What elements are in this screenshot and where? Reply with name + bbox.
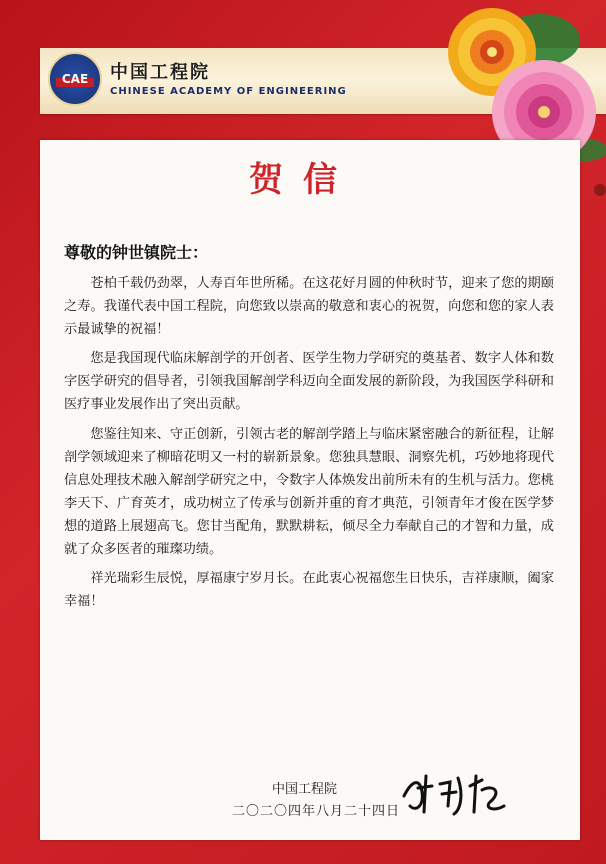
org-name-english: CHINESE ACADEMY OF ENGINEERING — [110, 86, 347, 97]
paragraph-3: 您鉴往知来、守正创新，引领古老的解剖学踏上与临床紧密融合的新征程，让解剖学领域迎来了柳暗花明又一村的崭新景象。您独具慧眼、洞察先机，巧妙地将现代信息处理技术融入解剖学研究之中，令数字人体焕发出前所未有的生机与活力。您桃李天下、广育英才，成功树立了传承与创新并重的育才典范，引领青年才俊在医学梦想的道路上展翅高飞。您甘当配角，默默耕耘，倾尽全力奉献自己的才智和力量，成就了众多医者的璀璨功绩。 — [64, 426, 554, 558]
signature-organization: 中国工程院 — [272, 782, 338, 797]
cae-logo — [48, 52, 102, 106]
letter-body — [64, 272, 554, 613]
paragraph-1: 苍柏千载仍劲翠，人寿百年世所稀。在这花好月圆的仲秋时节，迎来了您的期颐之寿。我谨代表中国工程院，向您致以崇高的敬意和衷心的祝贺，向您和您的家人表示最诚挚的祝福！ — [64, 276, 554, 338]
signature-date: 二〇二〇四年八月二十四日 — [232, 804, 401, 819]
salutation: 尊敬的钟世镇院士： — [64, 243, 209, 262]
org-name-chinese: 中国工程院 — [110, 62, 210, 83]
paragraph-4: 祥光瑞彩生辰悦，厚福康宁岁月长。在此衷心祝福您生日快乐，吉祥康顺，阖家幸福！ — [64, 571, 554, 610]
paragraph-2: 您是我国现代临床解剖学的开创者、医学生物力学研究的奠基者、数字人体和数字医学研究的倡导者，引领我国解剖学科迈向全面发展的新阶段，为我国医学科研和医疗事业发展作出了突出贡献。 — [64, 351, 554, 413]
letter-title: 贺信 — [249, 160, 357, 200]
handwritten-signature — [398, 766, 508, 822]
logo-text: CAE — [61, 72, 89, 86]
